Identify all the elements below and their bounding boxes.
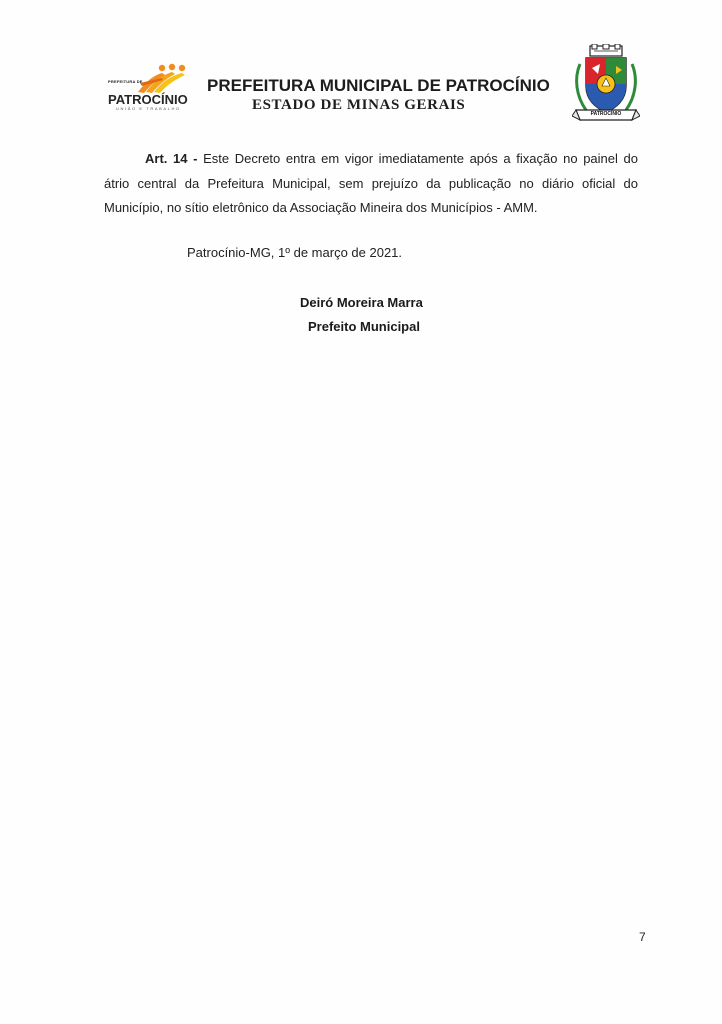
signer-name: Deiró Moreira Marra	[300, 295, 423, 310]
logo-motto: UNIÃO E TRABALHO	[116, 106, 181, 111]
logo-small-text: PREFEITURA DE	[108, 79, 143, 84]
signer-role: Prefeito Municipal	[308, 319, 420, 334]
header-subtitle: ESTADO DE MINAS GERAIS	[252, 97, 466, 113]
place-date: Patrocínio-MG, 1º de março de 2021.	[187, 245, 403, 260]
prefeitura-logo	[104, 62, 196, 122]
page-number: 7	[639, 930, 646, 944]
coat-ribbon-text: PATROCÍNIO	[590, 111, 622, 117]
people-figures-icon	[132, 62, 190, 94]
article-paragraph	[104, 147, 638, 221]
article-text: Este Decreto entra em vigor imediatamente após a fixação no painel do átrio central da Prefeitura Municipal, sem prejuízo da publicação no diário oficial do Município, no sítio eletrônico da Associação Mineira dos Municípios - AMM.	[104, 151, 638, 215]
article-label: Art. 14 -	[145, 151, 198, 166]
header-title: PREFEITURA MUNICIPAL DE PATROCÍNIO	[207, 76, 550, 95]
logo-name: PATROCÍNIO	[108, 92, 188, 107]
